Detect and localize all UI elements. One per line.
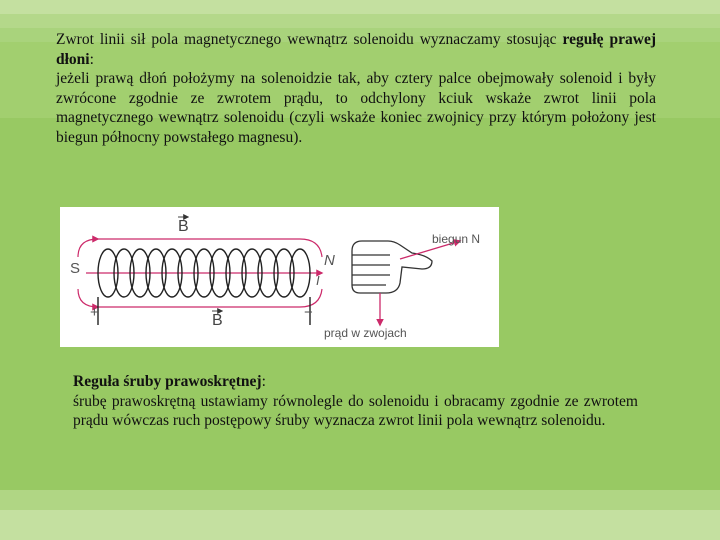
label-s: S (70, 260, 81, 277)
solenoid-figure (60, 207, 499, 347)
label-biegun: biegun N (432, 232, 481, 246)
label-prad: prąd w zwojach (324, 326, 407, 340)
right-hand-rule-title: regułę prawej dłoni (56, 31, 656, 68)
screw-rule-body: śrubę prawoskrętną ustawiamy równolegle do solenoidu i obracamy zgodnie ze zwrotem prądu wówczas ruch postępowy śruby wyznacza zwrot linii pola wewnątrz solenoidu. (73, 392, 638, 429)
screw-rule-colon: : (261, 373, 266, 390)
label-b-bottom: B (212, 312, 223, 329)
screw-rule-title: Reguła śruby prawoskrętnej (73, 373, 262, 390)
right-hand-icon (352, 241, 432, 293)
background-stripe (0, 14, 720, 28)
label-current-i: I (316, 273, 320, 288)
label-n: N (324, 252, 335, 269)
intro-text: Zwrot linii sił pola magnetycznego wewnątrz solenoidu wyznaczamy stosując (56, 31, 557, 48)
label-plus: + (90, 304, 99, 321)
screw-rule-paragraph (73, 372, 638, 431)
right-hand-rule-body: jeżeli prawą dłoń położymy na solenoidzie tak, aby cztery palce obejmowały solenoid i były zwrócone zgodnie ze zwrotem prądu, to odchylony kciuk wskaże zwrot linii pola magnetycznego wewnątrz solenoidu (czyli wskaże koniec zwojnicy przy którym położony jest biegun północny powstałego magnesu). (56, 70, 656, 146)
solenoid-diagram (60, 207, 499, 347)
rule-colon: : (89, 50, 94, 68)
background-stripe (0, 490, 720, 510)
background-stripe (0, 510, 720, 540)
background-stripe (0, 0, 720, 14)
label-minus: − (304, 304, 313, 321)
right-hand-rule-paragraph (56, 30, 656, 147)
label-b-top: B (178, 218, 189, 235)
